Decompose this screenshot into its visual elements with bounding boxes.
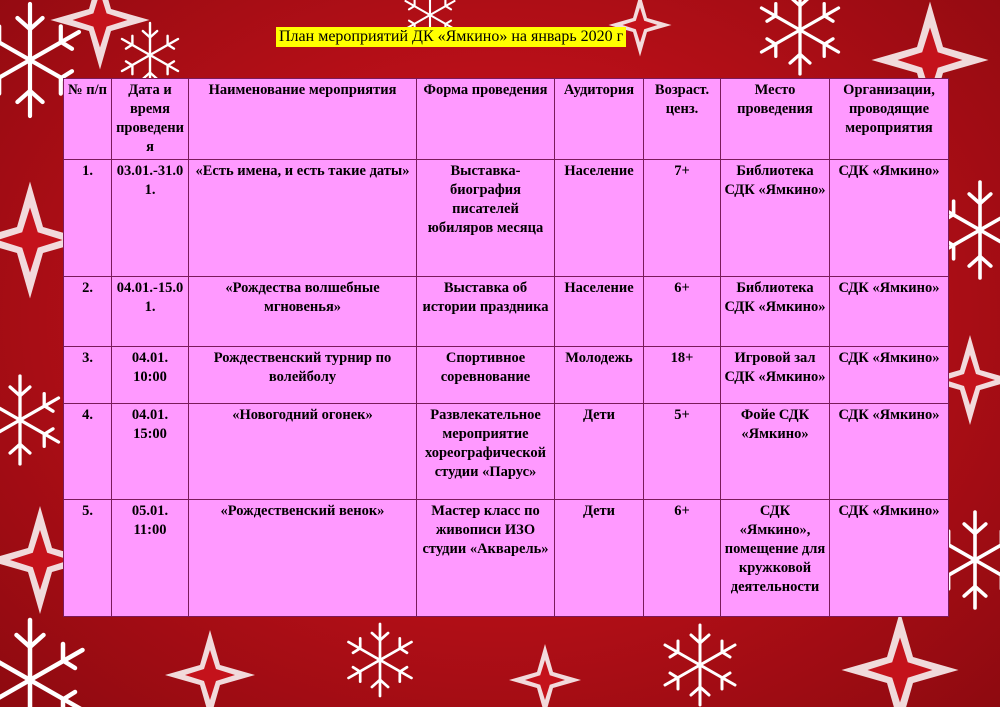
- table-row: [64, 500, 949, 617]
- cell-place: Библиотека СДК «Ямкино»: [721, 277, 830, 347]
- cell-name: «Есть имена, и есть такие даты»: [189, 160, 417, 277]
- cell-place: Библиотека СДК «Ямкино»: [721, 160, 830, 277]
- cell-date: 04.01. 15:00: [112, 404, 189, 500]
- cell-audience: Молодежь: [555, 347, 644, 404]
- cell-name: «Рождественский венок»: [189, 500, 417, 617]
- page-title: План мероприятий ДК «Ямкино» на январь 2020 г: [276, 27, 626, 47]
- header-form: Форма проведения: [417, 79, 555, 160]
- cell-form: Выставка-биография писателей юбиляров месяца: [417, 160, 555, 277]
- cell-audience: Население: [555, 277, 644, 347]
- cell-age: 7+: [644, 160, 721, 277]
- cell-org: СДК «Ямкино»: [830, 500, 949, 617]
- cell-age: 6+: [644, 500, 721, 617]
- cell-form: Спортивное соревнование: [417, 347, 555, 404]
- cell-name: Рождественский турнир по волейболу: [189, 347, 417, 404]
- header-org: Организации, проводящие мероприятия: [830, 79, 949, 160]
- header-age: Возраст. ценз.: [644, 79, 721, 160]
- cell-form: Выставка об истории праздника: [417, 277, 555, 347]
- cell-name: «Новогодний огонек»: [189, 404, 417, 500]
- cell-date: 03.01.-31.01.: [112, 160, 189, 277]
- table-row: [64, 404, 949, 500]
- cell-audience: Население: [555, 160, 644, 277]
- table-row: [64, 160, 949, 277]
- cell-num: 5.: [64, 500, 112, 617]
- cell-org: СДК «Ямкино»: [830, 277, 949, 347]
- header-name: Наименование мероприятия: [189, 79, 417, 160]
- cell-num: 4.: [64, 404, 112, 500]
- header-date: Дата и время проведения: [112, 79, 189, 160]
- cell-org: СДК «Ямкино»: [830, 347, 949, 404]
- cell-age: 6+: [644, 277, 721, 347]
- header-place: Место проведения: [721, 79, 830, 160]
- cell-place: Фойе СДК «Ямкино»: [721, 404, 830, 500]
- cell-date: 04.01.-15.01.: [112, 277, 189, 347]
- cell-form: Развлекательное мероприятие хореографической студии «Парус»: [417, 404, 555, 500]
- cell-age: 18+: [644, 347, 721, 404]
- header-row: [64, 79, 949, 160]
- header-num: № п/п: [64, 79, 112, 160]
- cell-name: «Рождества волшебные мгновенья»: [189, 277, 417, 347]
- cell-age: 5+: [644, 404, 721, 500]
- cell-org: СДК «Ямкино»: [830, 404, 949, 500]
- cell-place: Игровой зал СДК «Ямкино»: [721, 347, 830, 404]
- events-table: [63, 78, 949, 617]
- cell-num: 2.: [64, 277, 112, 347]
- cell-audience: Дети: [555, 404, 644, 500]
- cell-org: СДК «Ямкино»: [830, 160, 949, 277]
- cell-date: 04.01. 10:00: [112, 347, 189, 404]
- table-row: [64, 277, 949, 347]
- cell-date: 05.01. 11:00: [112, 500, 189, 617]
- cell-form: Мастер класс по живописи ИЗО студии «Акварель»: [417, 500, 555, 617]
- cell-place: СДК «Ямкино», помещение для кружковой деятельности: [721, 500, 830, 617]
- cell-num: 3.: [64, 347, 112, 404]
- header-audience: Аудитория: [555, 79, 644, 160]
- table-row: [64, 347, 949, 404]
- cell-audience: Дети: [555, 500, 644, 617]
- cell-num: 1.: [64, 160, 112, 277]
